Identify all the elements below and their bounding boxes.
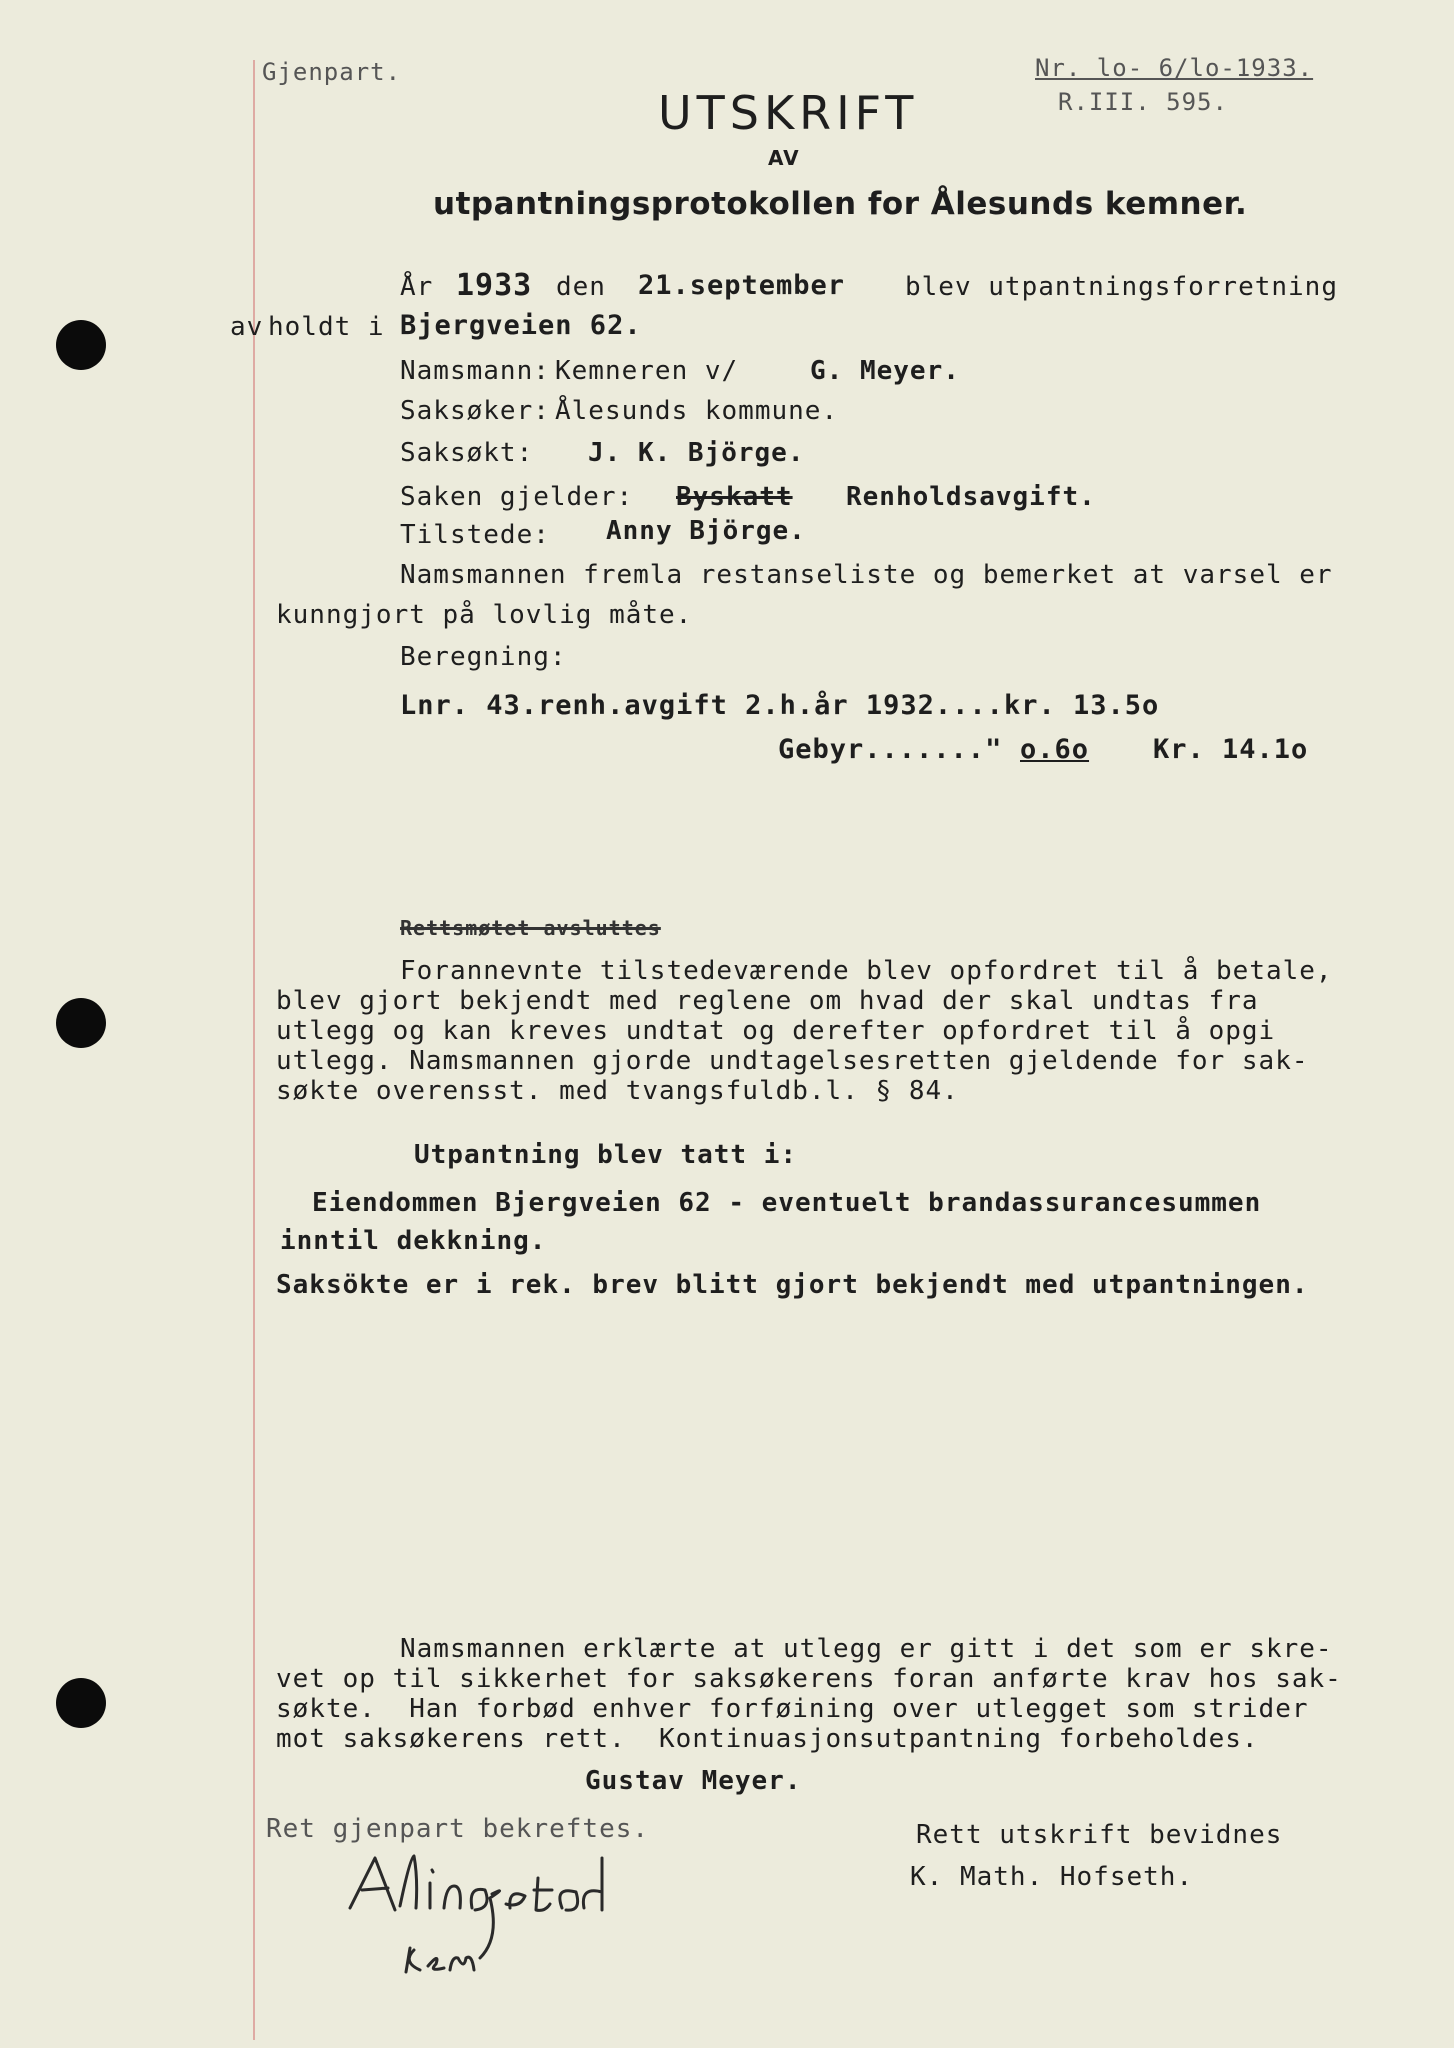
body2-signer: Gustav Meyer. [585,1766,802,1796]
intro-date: 21.september [638,270,846,301]
intro-line1-suffix: blev utpantningsforretning [905,272,1338,302]
document-title: UTSKRIFT [658,86,919,140]
calc-total: Kr. 14.1o [1153,734,1309,765]
restanse-line1: Namsmannen fremla restanseliste og bemerket at varsel er [400,560,1333,590]
body2-line3: søkte. Han forbød enhver forføining over utlegget som strider [276,1694,1309,1724]
calc-line1: Lnr. 43.renh.avgift 2.h.år 1932....kr. 13.5o [400,690,1160,721]
footer-right-name: K. Math. Hofseth. [910,1862,1194,1892]
footer-left-label: Ret gjenpart bekreftes. [266,1814,650,1844]
margin-rule [253,60,255,2040]
body1-line1: Forannevnte tilstedeværende blev opfordret til å betale, [400,956,1333,986]
body2-line1: Namsmannen erklærte at utlegg er gitt i det som er skre- [400,1634,1333,1664]
pantning-line1: Eiendommen Bjergveien 62 - eventuelt brandassurancesummen [312,1188,1262,1218]
saken-value: Renholdsavgift. [846,482,1096,512]
reference-number: Nr. lo- 6/lo-1933. [1035,54,1314,82]
tilstede-label: Tilstede: [400,520,550,550]
intro-location: Bjergveien 62. [400,310,642,341]
body2-line4: mot saksøkerens rett. Kontinuasjonsutpantning forbeholdes. [276,1724,1259,1754]
calc-gebyr-value: o.6o [1020,734,1090,765]
title-av: AV [768,146,800,170]
footer-right-label: Rett utskrift bevidnes [916,1820,1283,1850]
saksokt-label: Saksøkt: [400,438,534,468]
pantning-line2: inntil dekkning. [280,1226,547,1256]
namsmann-label: Namsmann: [400,356,550,386]
saksoker-value: Ålesunds kommune. [555,396,839,426]
punch-hole-top [56,320,106,370]
tilstede-value: Anny Björge. [606,516,806,546]
punch-hole-middle [56,998,106,1048]
calc-heading: Beregning: [400,642,567,672]
saken-label: Saken gjelder: [400,482,634,512]
reference-code: R.III. 595. [1058,88,1228,116]
calc-gebyr-label: Gebyr......." [778,734,1003,765]
body1-line3: utlegg og kan kreves undtat og derefter opfordret til å opgi [276,1016,1276,1046]
pantning-heading: Utpantning blev tatt i: [414,1140,798,1170]
intro-line2-prefix: av [230,312,264,342]
struck-heading: Rettsmøtet avsluttes [400,916,661,940]
intro-line2-middle: holdt i [268,312,385,342]
saken-struck-text: Byskatt [676,482,793,512]
body1-line5: søkte overensst. med tvangsfuldb.l. § 84. [276,1076,959,1106]
restanse-line2: kunngjort på lovlig måte. [276,600,693,630]
namsmann-value: G. Meyer. [810,356,960,386]
copy-label: Gjenpart. [262,58,402,86]
saksokt-value: J. K. Björge. [588,438,805,468]
body1-line2: blev gjort bekjendt med reglene om hvad der skal undtas fra [276,986,1259,1016]
body1-line4: utlegg. Namsmannen gjorde undtagelsesretten gjeldende for sak- [276,1046,1309,1076]
pantning-line3: Saksökte er i rek. brev blitt gjort bekjendt med utpantningen. [276,1270,1309,1300]
document-subtitle: utpantningsprotokollen for Ålesunds kemner. [433,186,1248,222]
intro-year: 1933 [456,268,533,303]
intro-den: den [556,272,606,302]
punch-hole-bottom [56,1678,106,1728]
saksoker-label: Saksøker: [400,396,550,426]
handwritten-signature [340,1838,700,1978]
namsmann-prefix: Kemneren v/ [555,356,739,386]
intro-year-prefix: År [400,272,434,302]
body2-line2: vet op til sikkerhet for saksøkerens foran anførte krav hos sak- [276,1664,1342,1694]
